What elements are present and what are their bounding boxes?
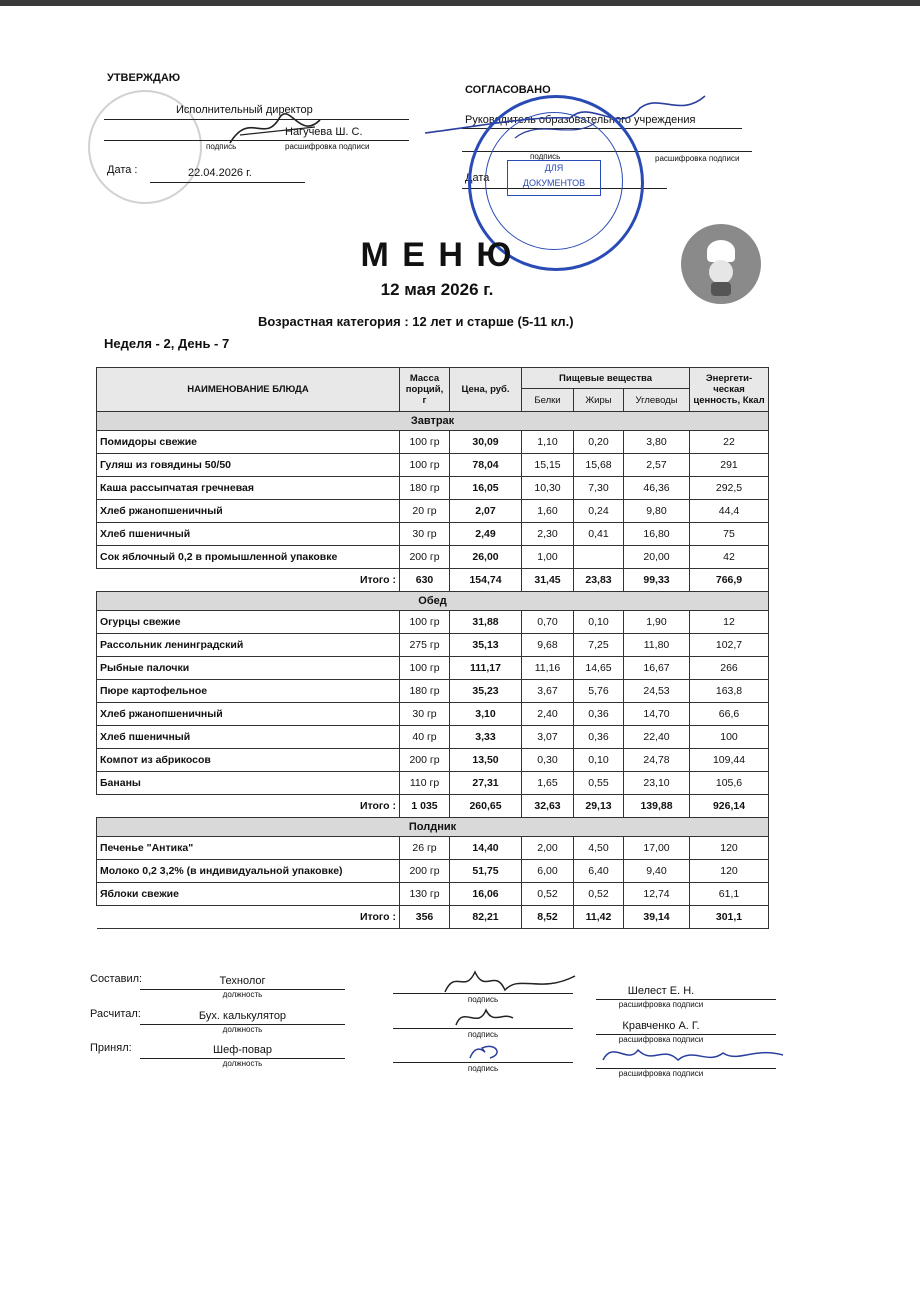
dish-mass: 110 гр (400, 772, 450, 795)
total-mass: 1 035 (400, 795, 450, 818)
dish-price: 16,05 (450, 477, 522, 500)
total-c: 139,88 (624, 795, 690, 818)
stamp-text-1: ДЛЯ (544, 163, 564, 173)
table-row (97, 431, 769, 454)
table-row (97, 749, 769, 772)
dish-e: 12 (690, 611, 769, 634)
dish-name: Огурцы свежие (97, 611, 400, 634)
dish-c: 11,80 (624, 634, 690, 657)
table-row (97, 657, 769, 680)
signature-position: Бух. калькулятор (198, 1010, 287, 1022)
table-row (97, 680, 769, 703)
dish-f: 14,65 (574, 657, 624, 680)
dish-p: 3,67 (522, 680, 574, 703)
dish-c: 23,10 (624, 772, 690, 795)
dish-price: 31,88 (450, 611, 522, 634)
approve-name: Нагучева Ш. С. (285, 126, 363, 138)
dish-f: 0,10 (574, 749, 624, 772)
dish-name: Рыбные палочки (97, 657, 400, 680)
dish-f: 0,55 (574, 772, 624, 795)
dish-mass: 130 гр (400, 883, 450, 906)
dish-c: 16,67 (624, 657, 690, 680)
dish-f: 5,76 (574, 680, 624, 703)
dish-e: 109,44 (690, 749, 769, 772)
signature-sign-hint: подпись (467, 995, 499, 1004)
total-price: 154,74 (450, 569, 522, 592)
stamp-text-2: ДОКУМЕНТОВ (522, 178, 586, 188)
dish-price: 35,13 (450, 634, 522, 657)
total-label: Итого : (97, 569, 400, 592)
approve-title: УТВЕРЖДАЮ (107, 72, 181, 84)
total-p: 32,63 (522, 795, 574, 818)
signature-name: Шелест Е. Н. (627, 985, 695, 997)
dish-name: Рассольник ленинградский (97, 634, 400, 657)
dish-price: 30,09 (450, 431, 522, 454)
col-name: НАИМЕНОВАНИЕ БЛЮДА (97, 368, 400, 412)
signature-name-hint: расшифровка подписи (618, 1069, 704, 1078)
col-protein: Белки (522, 389, 574, 412)
total-mass: 356 (400, 906, 450, 929)
menu-title: М Е Н Ю (360, 236, 514, 274)
dish-e: 42 (690, 546, 769, 569)
approve-sign-hint: подпись (206, 142, 237, 151)
dish-e: 105,6 (690, 772, 769, 795)
total-label: Итого : (97, 906, 400, 929)
dish-f: 0,10 (574, 611, 624, 634)
dish-price: 14,40 (450, 837, 522, 860)
table-row (97, 546, 769, 569)
col-energy: Энергети-ческая ценность, Ккал (690, 368, 769, 412)
dish-price: 2,49 (450, 523, 522, 546)
total-row (97, 569, 769, 592)
total-price: 82,21 (450, 906, 522, 929)
dish-e: 66,6 (690, 703, 769, 726)
dish-p: 2,30 (522, 523, 574, 546)
table-row (97, 726, 769, 749)
dish-e: 22 (690, 431, 769, 454)
dish-p: 2,00 (522, 837, 574, 860)
dish-c: 3,80 (624, 431, 690, 454)
dish-c: 22,40 (624, 726, 690, 749)
dish-p: 1,10 (522, 431, 574, 454)
dish-p: 1,65 (522, 772, 574, 795)
dish-mass: 200 гр (400, 546, 450, 569)
total-price: 260,65 (450, 795, 522, 818)
dish-f: 7,25 (574, 634, 624, 657)
dish-name: Компот из абрикосов (97, 749, 400, 772)
dish-f: 0,24 (574, 500, 624, 523)
dish-mass: 100 гр (400, 611, 450, 634)
dish-c: 46,36 (624, 477, 690, 500)
dish-c: 12,74 (624, 883, 690, 906)
dish-mass: 200 гр (400, 860, 450, 883)
dish-c: 9,40 (624, 860, 690, 883)
dish-mass: 100 гр (400, 431, 450, 454)
dish-price: 78,04 (450, 454, 522, 477)
dish-c: 14,70 (624, 703, 690, 726)
total-row (97, 906, 769, 929)
dish-name: Яблоки свежие (97, 883, 400, 906)
dish-name: Гуляш из говядины 50/50 (97, 454, 400, 477)
signature-position: Шеф-повар (213, 1044, 272, 1056)
dish-name: Помидоры свежие (97, 431, 400, 454)
scan-edge (0, 0, 920, 6)
dish-name: Бананы (97, 772, 400, 795)
dish-f: 0,52 (574, 883, 624, 906)
signature-role: Расчитал: (90, 1008, 141, 1020)
dish-f: 7,30 (574, 477, 624, 500)
handwritten-signature-icon (598, 1035, 788, 1071)
dish-p: 0,30 (522, 749, 574, 772)
signature-position: Технолог (219, 975, 266, 987)
dish-mass: 180 гр (400, 680, 450, 703)
dish-e: 291 (690, 454, 769, 477)
dish-mass: 26 гр (400, 837, 450, 860)
approve-date-label: Дата : (107, 164, 138, 176)
total-label: Итого : (97, 795, 400, 818)
dish-p: 9,68 (522, 634, 574, 657)
agreed-title: СОГЛАСОВАНО (465, 84, 551, 96)
table-row (97, 883, 769, 906)
dish-name: Хлеб пшеничный (97, 726, 400, 749)
signature-sign-hint: подпись (467, 1030, 499, 1039)
dish-e: 163,8 (690, 680, 769, 703)
col-mass: Масса порций, г (400, 368, 450, 412)
dish-p: 10,30 (522, 477, 574, 500)
dish-f: 6,40 (574, 860, 624, 883)
handwritten-signature-icon (448, 1000, 518, 1032)
dish-price: 35,23 (450, 680, 522, 703)
dish-f: 0,41 (574, 523, 624, 546)
dish-mass: 200 гр (400, 749, 450, 772)
dish-p: 0,70 (522, 611, 574, 634)
dish-price: 13,50 (450, 749, 522, 772)
signature-sign-line (393, 1062, 573, 1063)
dish-mass: 275 гр (400, 634, 450, 657)
section-title: Обед (97, 592, 769, 611)
approve-date: 22.04.2026 г. (188, 167, 252, 179)
table-row (97, 477, 769, 500)
table-row (97, 500, 769, 523)
dish-name: Хлеб пшеничный (97, 523, 400, 546)
age-category: Возрастная категория : 12 лет и старше (5-11 кл.) (258, 314, 574, 329)
dish-f: 0,36 (574, 703, 624, 726)
agreed-position: Руководитель образовательного учреждения (465, 114, 696, 126)
dish-p: 11,16 (522, 657, 574, 680)
total-row (97, 795, 769, 818)
total-e: 766,9 (690, 569, 769, 592)
total-p: 31,45 (522, 569, 574, 592)
dish-e: 120 (690, 860, 769, 883)
agreed-name-hint: расшифровка подписи (655, 154, 740, 163)
dish-e: 61,1 (690, 883, 769, 906)
signature-position-hint: должность (222, 990, 263, 999)
table-row (97, 703, 769, 726)
total-f: 29,13 (574, 795, 624, 818)
dish-price: 16,06 (450, 883, 522, 906)
dish-price: 51,75 (450, 860, 522, 883)
dish-p: 6,00 (522, 860, 574, 883)
dish-c: 24,78 (624, 749, 690, 772)
dish-price: 3,10 (450, 703, 522, 726)
dish-name: Молоко 0,2 3,2% (в индивидуальной упаковке) (97, 860, 400, 883)
total-e: 301,1 (690, 906, 769, 929)
total-c: 99,33 (624, 569, 690, 592)
table-row (97, 860, 769, 883)
week-day: Неделя - 2, День - 7 (104, 336, 230, 351)
dish-mass: 100 гр (400, 657, 450, 680)
col-price: Цена, руб. (450, 368, 522, 412)
signature-sign-hint: подпись (467, 1064, 499, 1073)
signature-role: Принял: (90, 1042, 132, 1054)
dish-e: 44,4 (690, 500, 769, 523)
dish-mass: 20 гр (400, 500, 450, 523)
section-header (97, 818, 769, 837)
dish-c: 16,80 (624, 523, 690, 546)
dish-p: 1,60 (522, 500, 574, 523)
col-nutrients: Пищевые вещества (522, 368, 690, 389)
dish-e: 292,5 (690, 477, 769, 500)
total-e: 926,14 (690, 795, 769, 818)
dish-mass: 30 гр (400, 523, 450, 546)
dish-f: 0,20 (574, 431, 624, 454)
dish-f: 15,68 (574, 454, 624, 477)
section-title: Завтрак (97, 412, 769, 431)
total-p: 8,52 (522, 906, 574, 929)
col-fat: Жиры (574, 389, 624, 412)
dish-f (574, 546, 624, 569)
dish-p: 0,52 (522, 883, 574, 906)
dish-mass: 100 гр (400, 454, 450, 477)
dish-name: Печенье "Антика" (97, 837, 400, 860)
table-row (97, 523, 769, 546)
dish-e: 266 (690, 657, 769, 680)
approve-name-hint: расшифровка подписи (285, 142, 370, 151)
total-f: 11,42 (574, 906, 624, 929)
dish-e: 100 (690, 726, 769, 749)
table-row (97, 611, 769, 634)
dish-mass: 40 гр (400, 726, 450, 749)
handwritten-signature-icon (440, 964, 580, 998)
signature-name-hint: расшифровка подписи (618, 1000, 704, 1009)
dish-mass: 30 гр (400, 703, 450, 726)
table-row (97, 454, 769, 477)
table-row (97, 837, 769, 860)
dish-f: 0,36 (574, 726, 624, 749)
table-row (97, 634, 769, 657)
section-header (97, 592, 769, 611)
dish-c: 17,00 (624, 837, 690, 860)
dish-p: 15,15 (522, 454, 574, 477)
dish-f: 4,50 (574, 837, 624, 860)
signature-position-hint: должность (222, 1025, 263, 1034)
dish-e: 120 (690, 837, 769, 860)
approve-position: Исполнительный директор (176, 104, 313, 116)
col-carbs: Углеводы (624, 389, 690, 412)
dish-e: 75 (690, 523, 769, 546)
dish-price: 111,17 (450, 657, 522, 680)
dish-price: 27,31 (450, 772, 522, 795)
section-header (97, 412, 769, 431)
dish-mass: 180 гр (400, 477, 450, 500)
dish-p: 1,00 (522, 546, 574, 569)
dish-c: 24,53 (624, 680, 690, 703)
dish-price: 26,00 (450, 546, 522, 569)
signature-position-hint: должность (222, 1059, 263, 1068)
menu-date: 12 мая 2026 г. (380, 280, 494, 299)
dish-price: 3,33 (450, 726, 522, 749)
signature-role: Составил: (90, 973, 143, 985)
signature-name: Кравченко А. Г. (622, 1020, 700, 1032)
total-c: 39,14 (624, 906, 690, 929)
approve-signature-icon (220, 105, 330, 150)
section-title: Полдник (97, 818, 769, 837)
dish-c: 2,57 (624, 454, 690, 477)
signature-name-hint: расшифровка подписи (618, 1035, 704, 1044)
dish-name: Сок яблочный 0,2 в промышленной упаковке (97, 546, 400, 569)
dish-name: Хлеб ржанопшеничный (97, 500, 400, 523)
dish-c: 1,90 (624, 611, 690, 634)
dish-name: Пюре картофельное (97, 680, 400, 703)
total-mass: 630 (400, 569, 450, 592)
dish-name: Каша рассыпчатая гречневая (97, 477, 400, 500)
dish-e: 102,7 (690, 634, 769, 657)
agreed-sign-hint: подпись (530, 152, 561, 161)
dish-c: 9,80 (624, 500, 690, 523)
handwritten-signature-icon (460, 1034, 510, 1062)
dish-name: Хлеб ржанопшеничный (97, 703, 400, 726)
dish-p: 2,40 (522, 703, 574, 726)
dish-p: 3,07 (522, 726, 574, 749)
total-f: 23,83 (574, 569, 624, 592)
dish-price: 2,07 (450, 500, 522, 523)
agreed-date-label: Дата (465, 172, 490, 184)
dish-c: 20,00 (624, 546, 690, 569)
menu-table (96, 367, 769, 929)
table-row (97, 772, 769, 795)
